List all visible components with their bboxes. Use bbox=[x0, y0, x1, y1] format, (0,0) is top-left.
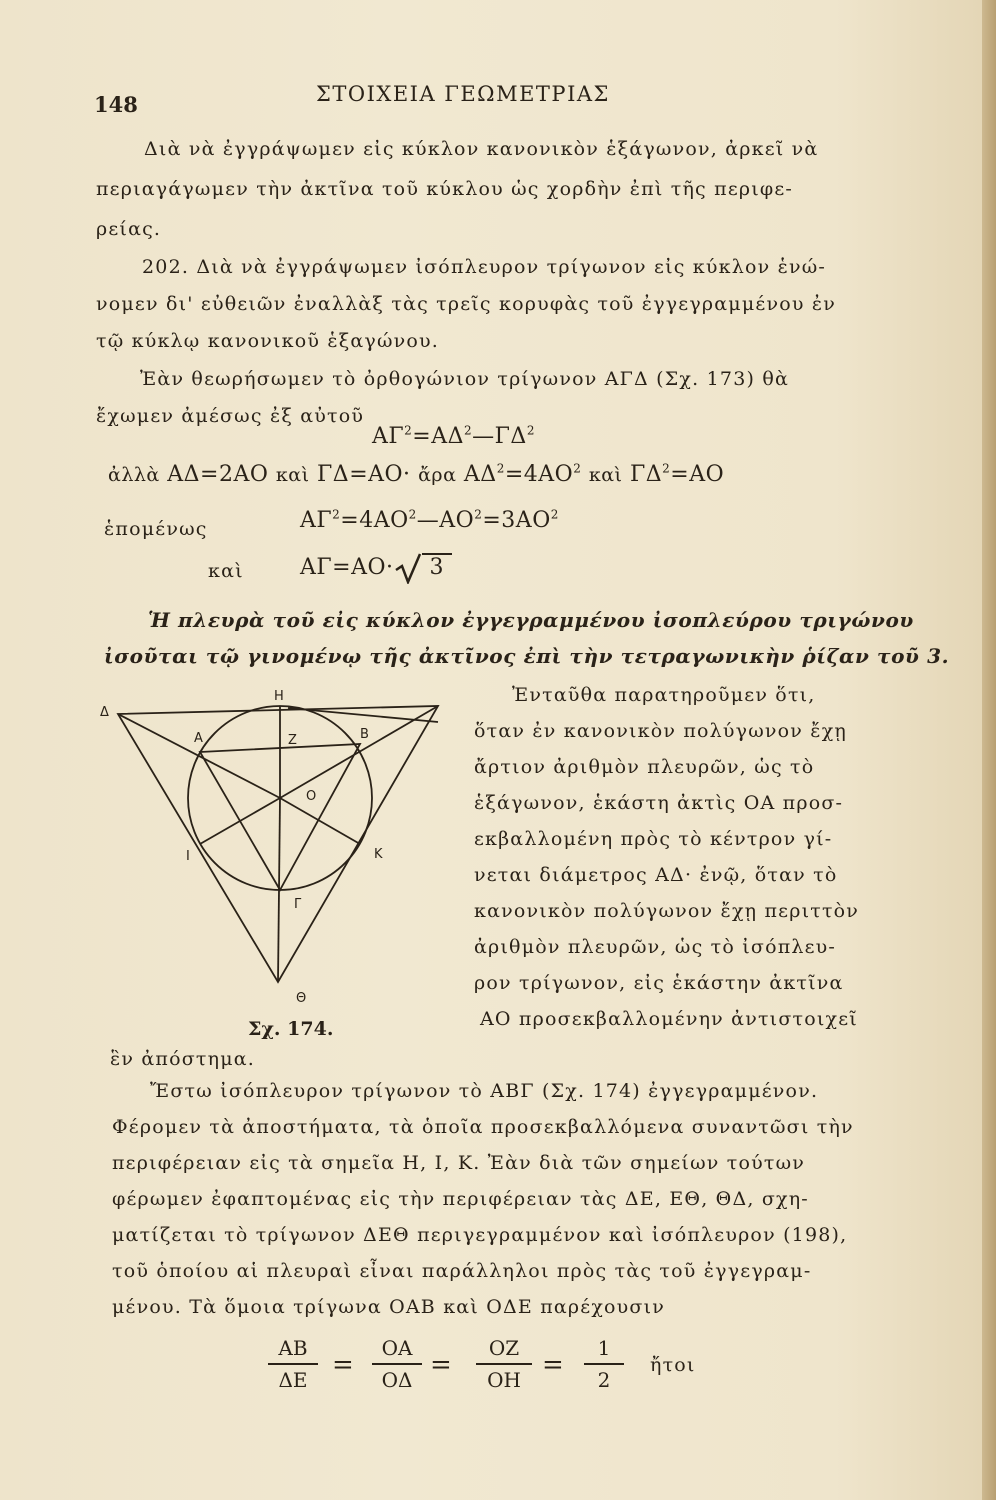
equation-3: $A\Gamma^2=4AO^2—AO^2=3AO^2$ bbox=[300, 507, 559, 533]
p3-line-2: ἔχωμεν ἀμέσως ἐξ αὐτοῦ bbox=[96, 405, 365, 427]
p4-line-3: περιφέρειαν εἰς τὰ σημεῖα Η, Ι, Κ. Ἐὰν διὰ τῶν σημείων τούτων bbox=[112, 1152, 806, 1174]
top-tangent-extra bbox=[288, 708, 438, 722]
running-title: ΣΤΟΙΧΕΙΑ ΓΕΩΜΕΤΡΙΑΣ bbox=[316, 82, 610, 106]
p4-line-5: ματίζεται τὸ τρίγωνον ΔΕΘ περιγεγραμμένον καὶ ἰσόπλευρον (198), bbox=[112, 1224, 848, 1246]
side-line-2: ὅταν ἐν κανονικὸν πολύγωνον ἔχῃ bbox=[474, 720, 847, 742]
fraction-OZ-OH: ΟΖ ΟΗ bbox=[476, 1336, 532, 1392]
side-line-1: Ἐνταῦθα παρατηροῦμεν ὅτι, bbox=[512, 684, 816, 706]
p4-line-1: Ἔστω ἰσόπλευρον τρίγωνον τὸ ΑΒΓ (Σχ. 174) ἐγγεγραμμένον. bbox=[150, 1080, 819, 1102]
label-Z: Ζ bbox=[288, 733, 297, 748]
p1-line-1: Διὰ νὰ ἐγγράψωμεν εἰς κύκλον κανονικὸν ἑξάγωνον, ἀρκεῖ νὰ bbox=[144, 138, 819, 160]
p3-line-1: Ἐὰν θεωρήσωμεν τὸ ὀρθογώνιον τρίγωνον ΑΓΔ (Σχ. 173) θὰ bbox=[140, 368, 790, 390]
label-H: Η bbox=[274, 689, 284, 704]
apothem-I bbox=[200, 798, 280, 844]
label-I: Ι bbox=[186, 849, 190, 864]
label-G: Γ bbox=[294, 897, 302, 912]
side-line-4: ἑξάγωνον, ἑκάστη ἀκτὶς ΟΑ προσ- bbox=[474, 792, 844, 814]
apothem-K bbox=[280, 798, 360, 844]
fraction-1-2: 1 2 bbox=[584, 1336, 624, 1392]
figure-caption: Σχ. 174. bbox=[248, 1018, 334, 1040]
label-TH: Θ bbox=[296, 991, 307, 1006]
equation-3-label: ἑπομένως bbox=[104, 518, 208, 540]
side-line-8: ἀριθμὸν πλευρῶν, ὡς τὸ ἰσόπλευ- bbox=[474, 936, 837, 958]
theorem-line-1: Ἡ πλευρὰ τοῦ εἰς κύκλον ἐγγεγραμμένου ἰσοπλεύρου τριγώνου bbox=[148, 608, 914, 632]
side-line-6: νεται διάμετρος ΑΔ· ἐνῷ, ὅταν τὸ bbox=[474, 864, 838, 886]
radius-OG bbox=[278, 798, 280, 982]
p4-line-7: μένου. Τὰ ὅμοια τρίγωνα ΟΑΒ καὶ ΟΔΕ παρέχουσιν bbox=[112, 1296, 666, 1318]
sqrt-sign-icon bbox=[394, 552, 422, 584]
equation-1: $A\Gamma^2=A\Delta^2—\Gamma\Delta^2$ bbox=[372, 423, 535, 449]
side-line-5: εκβαλλομένη πρὸς τὸ κέντρον γί- bbox=[474, 828, 833, 850]
equation-4-label: καὶ bbox=[208, 560, 244, 582]
page-edge bbox=[982, 0, 996, 1500]
p2-line-3: τῷ κύκλῳ κανονικοῦ ἑξαγώνου. bbox=[96, 330, 440, 352]
after-figure-line: ἓν ἀπόστημα. bbox=[110, 1048, 256, 1070]
equation-4: ΑΓ=ΑΟ· 3 bbox=[300, 552, 452, 584]
label-A: Α bbox=[194, 731, 203, 746]
p1-line-3: ρείας. bbox=[96, 218, 162, 240]
label-O: Ο bbox=[306, 789, 317, 804]
theorem-line-2: ἰσοῦται τῷ γινομένῳ τῆς ἀκτῖνος ἐπὶ τὴν τετραγωνικὴν ῥίζαν τοῦ 3. bbox=[104, 644, 950, 668]
p4-line-6: τοῦ ὁποίου αἱ πλευραὶ εἶναι παράλληλοι πρὸς τὰς τοῦ ἐγγεγραμ- bbox=[112, 1260, 812, 1282]
p1-line-2: περιαγάγωμεν τὴν ἀκτῖνα τοῦ κύκλου ὡς χορδὴν ἐπὶ τῆς περιφε- bbox=[96, 178, 794, 200]
final-tail: ἤτοι bbox=[650, 1354, 696, 1376]
label-D: Δ bbox=[100, 705, 109, 720]
fraction-OA-OD: ΟΑ ΟΔ bbox=[372, 1336, 422, 1392]
label-K: Κ bbox=[374, 847, 383, 862]
equals-2: = bbox=[430, 1350, 452, 1380]
equation-2: ἀλλὰ ΑΔ=2ΑΟ καὶ ΓΔ=ΑΟ· ἄρα $A\Delta^2=4AO^2$ καὶ $\Gamma\Delta^2=AO$ bbox=[108, 461, 725, 487]
label-B: Β bbox=[360, 727, 369, 742]
side-line-3: ἄρτιον ἀριθμὸν πλευρῶν, ὡς τὸ bbox=[474, 756, 815, 778]
geometry-diagram bbox=[98, 682, 478, 1042]
fraction-AB-DE: ΑΒ ΔΕ bbox=[268, 1336, 318, 1392]
side-line-9: ρον τρίγωνον, εἰς ἑκάστην ἀκτῖνα bbox=[474, 972, 844, 994]
side-line-10: ΑΟ προσεκβαλλομένην ἀντιστοιχεῖ bbox=[480, 1008, 858, 1030]
equals-1: = bbox=[332, 1350, 354, 1380]
p4-line-4: φέρωμεν ἐφαπτομένας εἰς τὴν περιφέρειαν τὰς ΔΕ, ΕΘ, ΘΔ, σχη- bbox=[112, 1188, 809, 1210]
p2-line-2: νομεν δι' εὐθειῶν ἐναλλὰξ τὰς τρεῖς κορυφὰς τοῦ ἐγγεγραμμένου ἐν bbox=[96, 293, 836, 315]
p2-line-1: 202. Διὰ νὰ ἐγγράψωμεν ἰσόπλευρον τρίγωνον εἰς κύκλον ἑνώ- bbox=[142, 256, 827, 278]
side-line-7: κανονικὸν πολύγωνον ἔχῃ περιττὸν bbox=[474, 900, 860, 922]
figure-174 bbox=[98, 682, 478, 1042]
equals-3: = bbox=[542, 1350, 564, 1380]
page-number: 148 bbox=[94, 92, 138, 117]
p4-line-2: Φέρομεν τὰ ἀποστήματα, τὰ ὁποῖα προσεκβαλλόμενα συναντῶσι τὴν bbox=[112, 1116, 854, 1138]
